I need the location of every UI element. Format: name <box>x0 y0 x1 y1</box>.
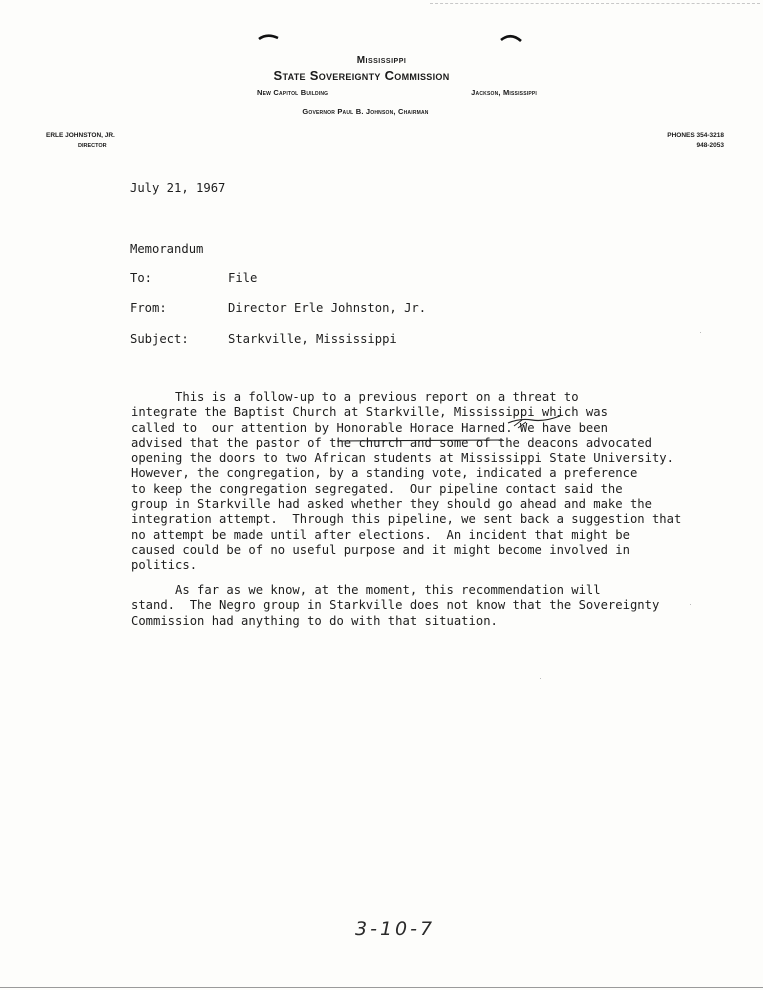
memo-from-label: From: <box>130 301 167 315</box>
memo-to-value: File <box>228 271 258 285</box>
letterhead-governor: Governor Paul B. Johnson, Chairman <box>302 107 429 116</box>
scan-speck <box>540 678 541 679</box>
memo-subject-row <box>130 332 397 346</box>
letterhead-ornament-right <box>500 33 522 43</box>
memo-subject-value: Starkville, Mississippi <box>228 332 397 346</box>
letterhead-commission: State Sovereignty Commission <box>273 68 450 83</box>
top-scan-edge <box>430 3 760 4</box>
memo-from-row <box>130 301 426 315</box>
phone-line-1: PHONES 354-3218 <box>667 132 724 139</box>
handwritten-strikeout-mark <box>500 406 580 434</box>
memo-date: July 21, 1967 <box>130 181 226 195</box>
scan-speck <box>690 604 691 605</box>
letterhead-address-building: New Capitol Building <box>257 88 329 97</box>
phone-block <box>634 131 724 151</box>
letterhead-address-city: Jackson, Mississippi <box>471 88 537 97</box>
director-title: DIRECTOR <box>78 143 107 149</box>
phone-line-2: 948-2053 <box>696 142 724 149</box>
memo-from-value: Director Erle Johnston, Jr. <box>228 301 427 315</box>
director-block <box>46 131 115 151</box>
scan-speck <box>700 332 701 333</box>
memo-to-label: To: <box>130 271 153 285</box>
bottom-scan-edge <box>0 987 763 988</box>
letterhead-ornament-left <box>258 33 280 43</box>
handwritten-underline-mark <box>335 435 505 445</box>
memo-heading: Memorandum <box>130 242 204 256</box>
memo-paragraph-2: As far as we know, at the moment, this recommendation will stand. The Negro group in Starkville does not know that the Sovereignty Commission had anything to do with that situation. <box>131 583 660 628</box>
file-number: 3-10-7 <box>355 918 436 940</box>
memo-to-row <box>130 271 257 285</box>
letterhead-address <box>257 88 537 97</box>
letterhead-state: Mississippi <box>356 55 407 66</box>
memo-subject-label: Subject: <box>130 332 189 346</box>
memo-paragraph-1: This is a follow-up to a previous report on a threat to integrate the Baptist Church at Starkville, Mississippi which was called to our attention by Honorable Horace Harned. We have been advised that the pastor of the church and some of the deacons advocated opening the doors to two African students at Mississippi State University. However, the congregation, by a standing vote, indicated a preference to keep the congregation segregated. Our pipeline contact said the group in Starkville had asked whether they should go ahead and make the integration attempt. Through this pipeline, we sent back a suggestion that no attempt be made until after elections. An incident that might be caused could be of no useful purpose and it might become involved in politics. <box>131 390 682 573</box>
director-name: ERLE JOHNSTON, JR. <box>46 132 115 139</box>
